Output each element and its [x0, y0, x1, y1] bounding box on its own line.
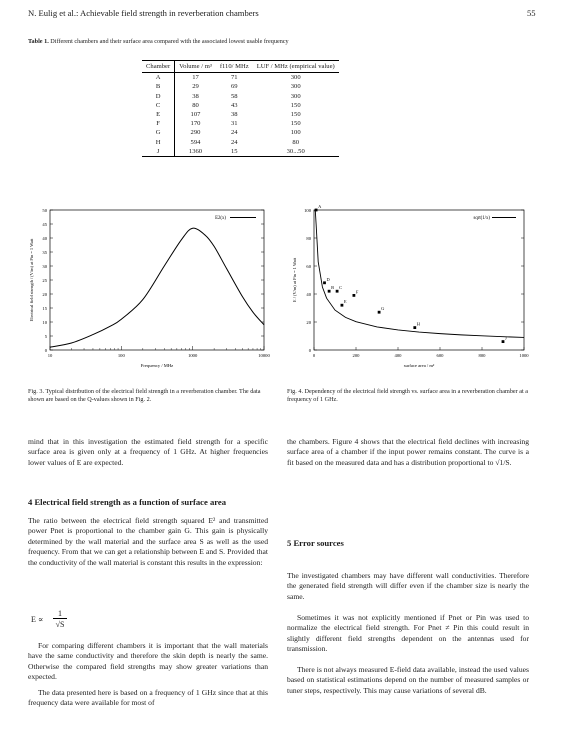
data-point-label: D: [326, 276, 330, 282]
right-paragraph-2: The investigated chambers may have different wall conductivities. Therefore the generated field strength will differ even if the chamber size is nearly the same.: [287, 571, 529, 601]
table-cell: G: [142, 128, 175, 137]
table-row: [142, 73, 339, 83]
table-1: [142, 60, 339, 157]
table-cell: 71: [230, 74, 238, 82]
section-4-heading: 4 Electrical field strength as a function of surface area: [28, 497, 227, 507]
x-tick-label: 10: [47, 353, 53, 358]
figure-4-caption: [287, 388, 529, 404]
y-tick-label: 35: [42, 249, 47, 255]
x-tick-label: 200: [352, 353, 360, 358]
data-point-label: C: [339, 285, 343, 291]
table-cell: 15: [216, 147, 253, 157]
table-cell: F: [142, 119, 175, 128]
table-row: [142, 138, 339, 147]
table-header-cell: Chamber: [142, 61, 175, 73]
plot-frame: [314, 210, 524, 350]
figure-3-caption-text: Typical distribution of the electrical field strength in a reverberation chamber. The data shown are based on the Q-values shown in Fig. 2.: [28, 388, 261, 403]
formula-denominator: √S: [55, 620, 65, 629]
table-cell: 38: [230, 111, 238, 119]
table-cell: 150: [290, 111, 301, 119]
data-point-label: G: [381, 306, 385, 312]
table-row: [142, 147, 339, 157]
table-row: [142, 92, 339, 101]
y-tick-label: 30: [42, 263, 47, 269]
x-tick-label: 10000: [258, 353, 270, 358]
data-point-label: J: [505, 335, 507, 341]
table-cell: 300: [290, 83, 301, 91]
x-axis-label: Frequency / MHz: [140, 363, 174, 368]
table-cell: 17: [192, 74, 199, 82]
data-point-c: [336, 290, 339, 293]
table-caption-label: Table 1.: [28, 38, 49, 45]
table-cell: E: [142, 110, 175, 119]
y-tick-label: 25: [42, 277, 47, 283]
data-point-j: [502, 340, 505, 343]
table-cell: 80: [192, 101, 199, 109]
table-header-cell: f110/ MHz: [216, 61, 253, 73]
y-tick-label: 80: [306, 235, 311, 241]
y-tick-label: 50: [42, 207, 47, 213]
table-cell: 594: [190, 138, 201, 146]
data-point-label: E: [343, 299, 347, 305]
table-cell: C: [142, 101, 175, 110]
table-cell: 31: [230, 120, 238, 128]
legend-label: E2(x): [215, 216, 226, 221]
figure-4-caption-text: Dependency of the electrical field strength vs. surface area in a reverberation chamber at a frequency of 1 GHz.: [287, 388, 529, 403]
right-paragraph-3: Sometimes it was not explicitly mentioned if Pnet or Pin was used to normalize the electrical field strength. For Pnet ≠ Pin this could result in slightly different field strengths dependent on the antennas used for transmission.: [287, 613, 529, 654]
table-cell: 100: [290, 129, 301, 137]
table-cell: 107: [190, 111, 201, 119]
table-cell: 30...50: [253, 147, 339, 157]
left-paragraph-1: mind that in this investigation the estimated field strength for a specific surface area is given only at a frequency of 1 GHz. At higher frequencies lower values of E are expected.: [28, 437, 268, 467]
table-row: [142, 101, 339, 110]
formula-numerator: 1: [53, 609, 67, 619]
data-point-label: F: [355, 289, 359, 295]
figure-3-caption-label: Fig. 3.: [28, 388, 44, 395]
table-row: [142, 82, 339, 91]
table-cell: A: [142, 73, 175, 83]
table-cell: 290: [190, 129, 201, 137]
x-tick-label: 400: [394, 353, 402, 358]
plot-frame: [50, 210, 264, 350]
x-tick-label: 1000: [188, 353, 198, 358]
y-tick-label: 5: [44, 333, 47, 339]
table-header-cell: Volume / m³: [175, 61, 216, 73]
figure-3-chart: [26, 204, 270, 380]
table-cell: 150: [290, 120, 301, 128]
y-tick-label: 20: [306, 319, 311, 325]
data-point-f: [353, 294, 356, 297]
data-point-label: A: [318, 204, 322, 209]
y-tick-label: 0: [308, 347, 311, 353]
left-paragraph-4: The data presented here is based on a frequency of 1 GHz since that at this frequency data were available for most of: [28, 688, 268, 708]
data-point-a: [315, 209, 318, 212]
y-tick-label: 40: [42, 235, 47, 241]
table-cell: 150: [290, 101, 301, 109]
left-paragraph-2: The ratio between the electrical field strength squared E² and transmitted power Pnet is proportional to the chamber gain G. This gain is physically determined by the wall material and the surface area S as well as the used frequency. From that we can get a relationship between E and S. Provided that the conductivity of the wall material is constant this results in the expression:: [28, 516, 268, 567]
table-cell: J: [142, 147, 175, 157]
y-tick-label: 45: [42, 221, 47, 227]
data-point-label: B: [331, 285, 335, 291]
table-cell: 58: [230, 92, 238, 100]
table-cell: 24: [230, 138, 238, 146]
table-cell: H: [142, 138, 175, 147]
x-tick-label: 600: [436, 353, 444, 358]
running-header: N. Eulig et al.: Achievable field strength in reverberation chambers: [28, 8, 259, 18]
table-cell: 170: [190, 120, 201, 128]
table-caption-text: Different chambers and their surface area compared with the associated lowest usable frequency: [50, 38, 289, 45]
y-tick-label: 40: [306, 291, 311, 297]
table-cell: 43: [230, 101, 238, 109]
table-header-cell: LUF / MHz (empirical value): [253, 61, 339, 73]
y-axis-label: E / (V/m) at Pin = 1 Watt: [292, 257, 297, 303]
page-number: 55: [527, 8, 536, 18]
y-tick-label: 10: [42, 319, 47, 325]
series-line-e2: [50, 228, 264, 347]
data-point-b: [328, 290, 331, 293]
table-row: [142, 128, 339, 137]
x-tick-label: 0: [312, 353, 316, 358]
y-tick-label: 15: [42, 305, 47, 311]
data-point-e: [341, 304, 344, 307]
right-paragraph-4: There is not always measured E-field data available, instead the used values based on statistical estimations depend on the number of measured samples or tuner steps, respectively. This may cause variations of several dB.: [287, 665, 529, 695]
table-cell: B: [142, 82, 175, 91]
y-axis-label: Electrical field strength / (V/m) at Pin = 1 Watt: [29, 238, 34, 322]
table-caption: [28, 38, 548, 46]
y-tick-label: 0: [44, 347, 47, 353]
table-cell: 300: [290, 92, 301, 100]
table-cell: D: [142, 92, 175, 101]
left-paragraph-3: For comparing different chambers it is important that the wall materials have the same conductivity and therefore the skin depth is nearly the same. Otherwise the compared field strengths may show greater variations than expected.: [28, 641, 268, 682]
table-cell: 1360: [175, 147, 216, 157]
figure-4-caption-label: Fig. 4.: [287, 388, 303, 395]
legend-label: sqrt(1/x): [473, 216, 490, 221]
y-tick-label: 20: [42, 291, 47, 297]
table-cell: 69: [230, 83, 238, 91]
section-5-heading: 5 Error sources: [287, 538, 344, 548]
x-tick-label: 100: [117, 353, 125, 358]
y-tick-label: 100: [304, 207, 311, 213]
right-paragraph-1: the chambers. Figure 4 shows that the electrical field declines with increasing surface area of a chamber if the input power remains constant. The curve is a fit based on the measured data and has a distribution proportional to √1/S.: [287, 437, 529, 467]
table-cell: 38: [192, 92, 199, 100]
y-tick-label: 60: [306, 263, 311, 269]
table-cell: 24: [230, 129, 238, 137]
table-cell: 80: [292, 138, 299, 146]
data-point-h: [413, 326, 416, 329]
data-point-label: H: [416, 321, 420, 327]
figure-4-chart: [284, 204, 534, 380]
formula-lhs: E ∝: [31, 615, 44, 624]
table-row: [142, 119, 339, 128]
x-axis-label: surface area / m²: [403, 363, 435, 368]
x-tick-label: 1000: [519, 353, 529, 358]
data-point-d: [323, 281, 326, 284]
table-row: [142, 110, 339, 119]
table-cell: 300: [290, 74, 301, 82]
x-tick-label: 800: [478, 353, 486, 358]
figure-3-caption: [28, 388, 268, 404]
table-cell: 29: [192, 83, 199, 91]
fit-curve: [315, 210, 524, 337]
data-point-g: [378, 311, 381, 314]
